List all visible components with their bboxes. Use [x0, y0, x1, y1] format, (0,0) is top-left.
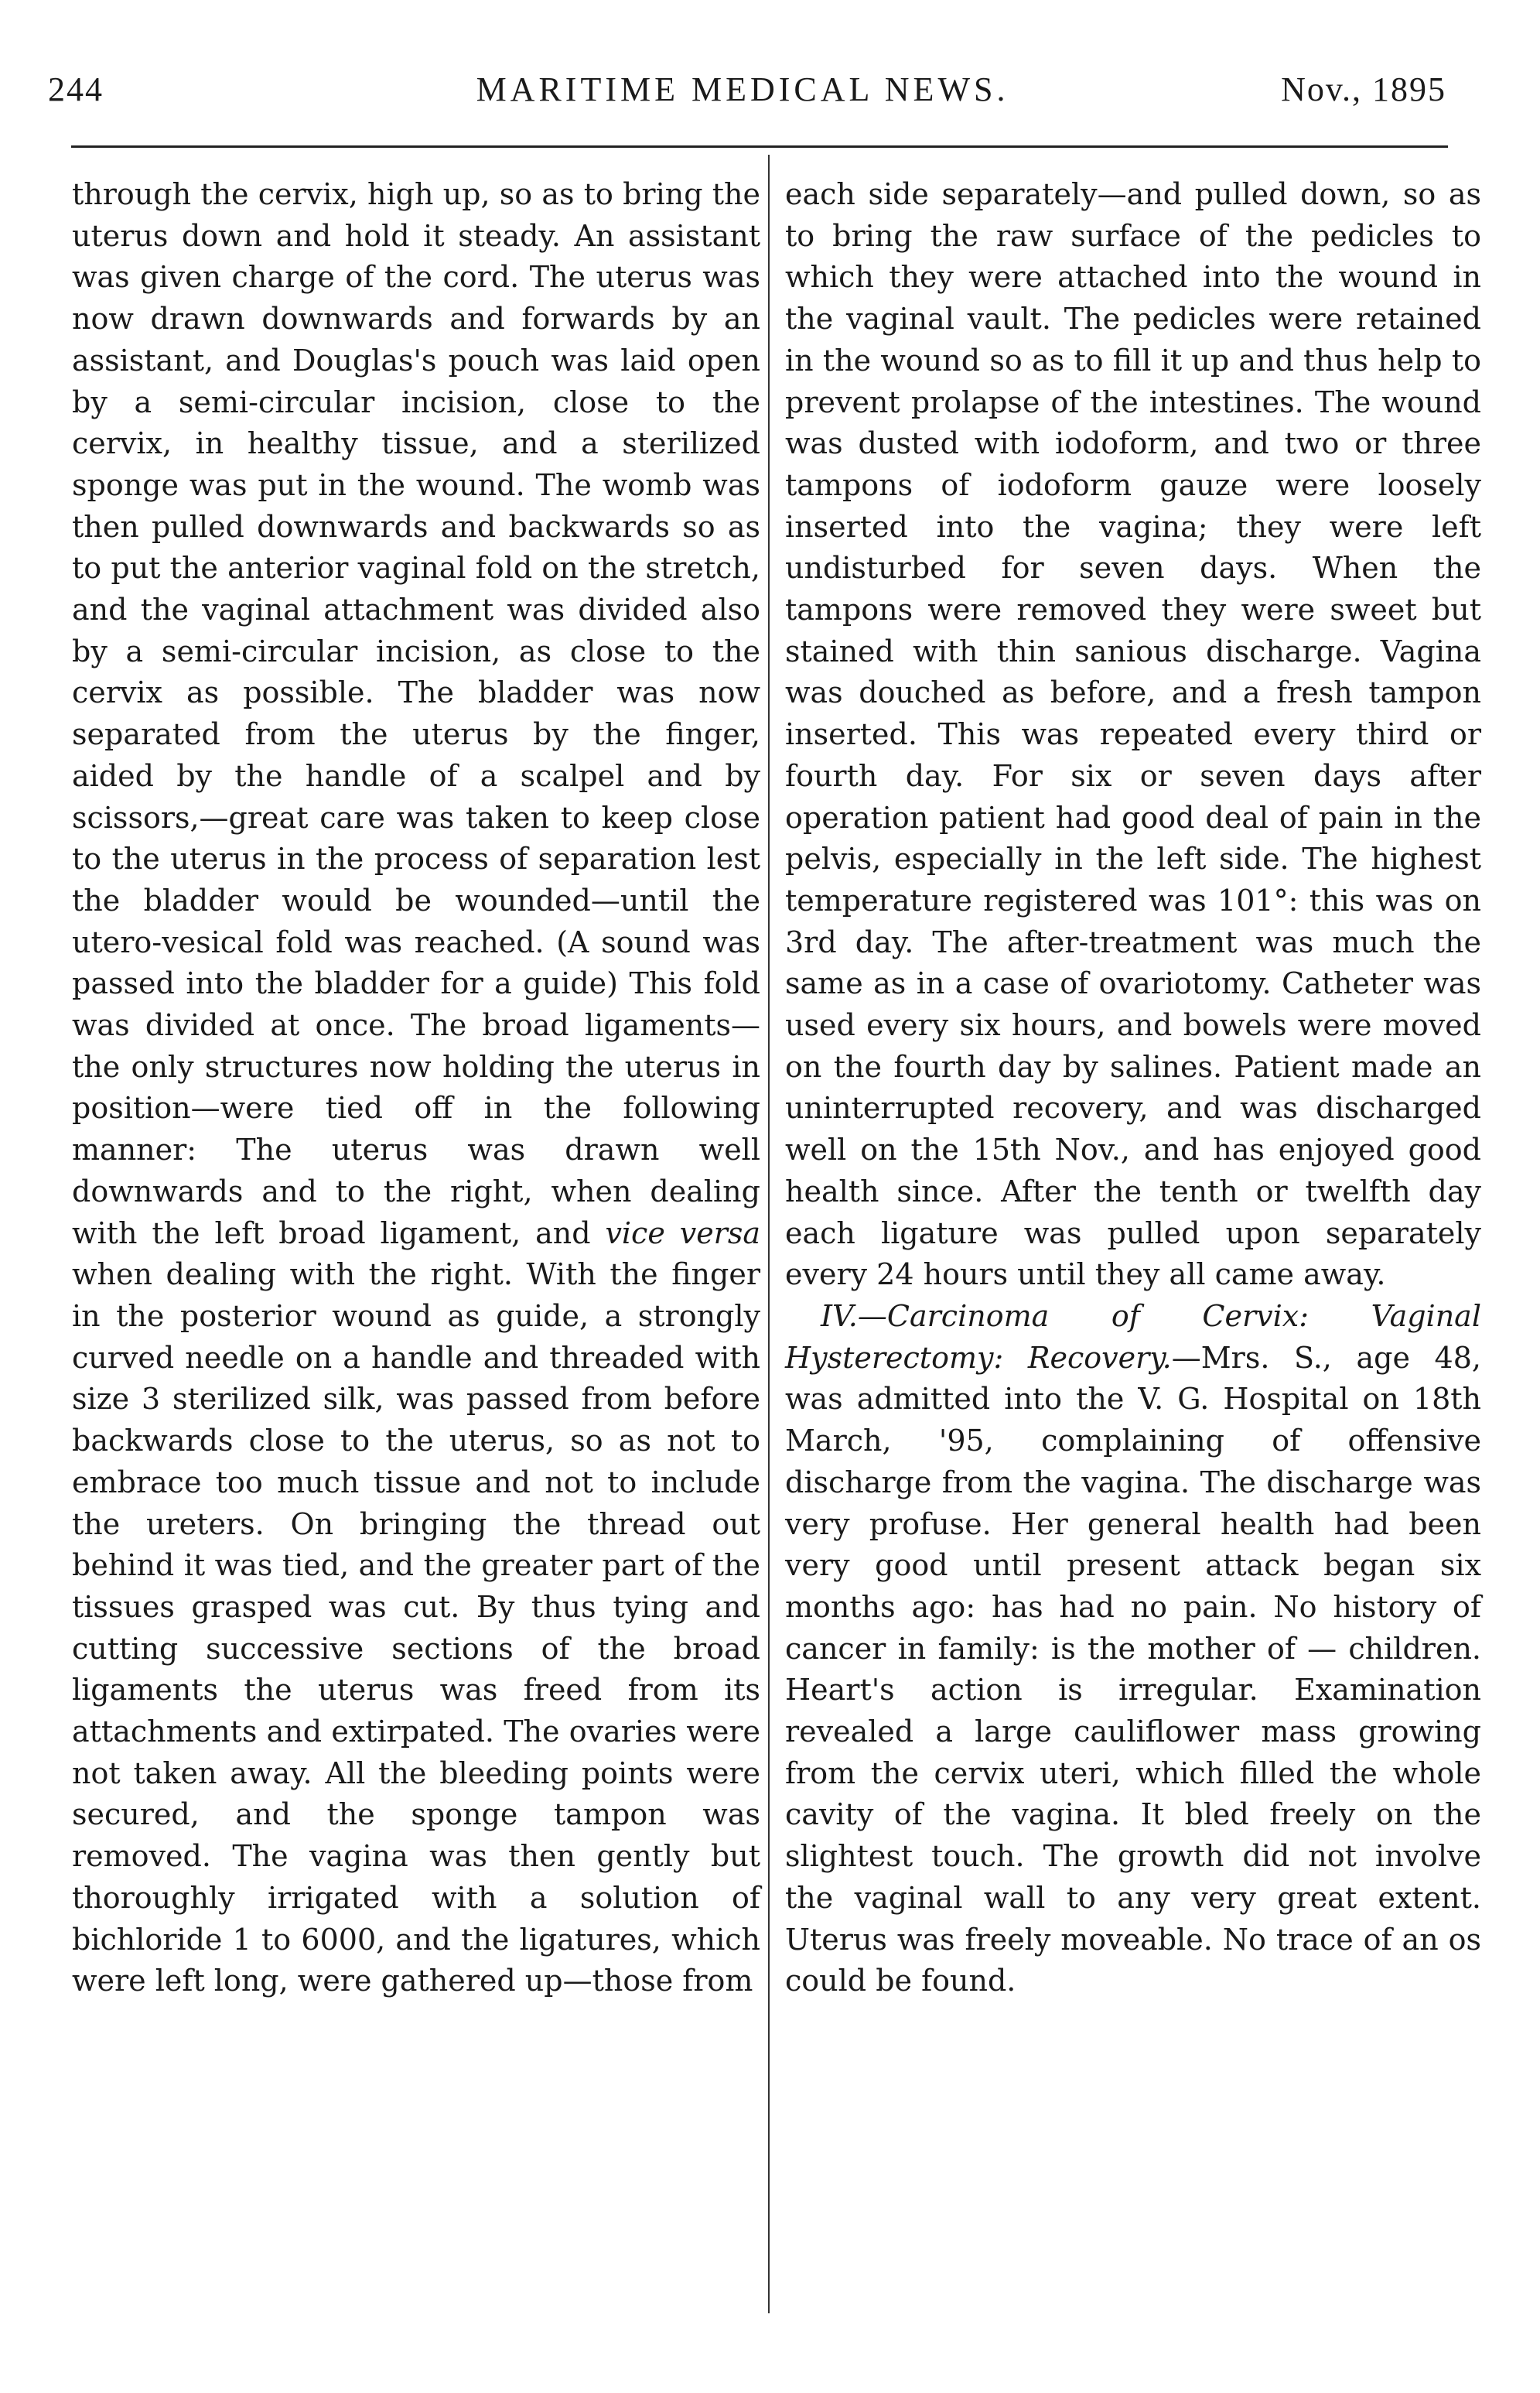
- issue-date: Nov., 1895: [1281, 70, 1446, 108]
- left-paragraph: [72, 174, 760, 2002]
- header-rule: [71, 145, 1448, 148]
- right-paragraph-1: each side separately—and pulled down, so as to bring the raw surface of the pedicles to which they were attached into the wound in the vaginal vault. The pedicles were retained in the wound so as to fill it up and thus help to prevent prolapse of the intestines. The wound was dusted with iodoform, and two or three tampons of iodoform gauze were loosely inserted into the vagina; they were left undisturbed for seven days. When the tampons were removed they were sweet but stained with thin sanious discharge. Vagina was douched as before, and a fresh tampon inserted. This was repeated every third or fourth day. For six or seven days after operation patient had good deal of pain in the pelvis, especially in the left side. The highest temperature registered was 101°: this was on 3rd day. The after-treatment was much the same as in a case of ovariotomy. Catheter was used every six hours, and bowels were moved on the fourth day by salines. Patient made an uninterrupted recovery, and was discharged well on the 15th Nov., and has enjoyed good health since. After the tenth or twelfth day each ligature was pulled upon separately every 24 hours until they all came away.: [785, 177, 1481, 1292]
- left-italic-vice-versa: vice versa: [605, 1215, 760, 1250]
- right-column: [785, 174, 1481, 2002]
- case-text: —Mrs. S., age 48, was admitted into the V. G. Hospital on 18th March, '95, complaining of offensive discharge from the vagina. The discharge was very profuse. Her general health had been very good until present attack began six months ago: has had no pain. No history of cancer in family: is the mother of — children. Heart's action is irregular. Examination revealed a large cauliflower mass growing from the cervix uteri, which filled the whole cavity of the vagina. It bled freely on the slightest touch. The growth did not involve the vaginal wall to any very great extent. Uterus was freely moveable. No trace of an os could be found.: [785, 1340, 1481, 1998]
- journal-title: MARITIME MEDICAL NEWS.: [476, 70, 1009, 108]
- column-divider: [768, 155, 770, 2313]
- page-number: 244: [48, 70, 104, 108]
- left-text-1: through the cervix, high up, so as to bring the uterus down and hold it steady. An assistant was given charge of the cord. The uterus was now drawn downwards and forwards by an assistant, and Douglas's pouch was laid open by a semi-circular incision, close to the cervix, in healthy tissue, and a sterilized sponge was put in the wound. The womb was then pulled downwards and backwards so as to put the anterior vaginal fold on the stretch, and the vaginal attachment was divided also by a semi-circular incision, as close to the cervix as possible. The bladder was now separated from the uterus by the finger, aided by the handle of a scalpel and by scissors,—great care was taken to keep close to the uterus in the process of separation lest the bladder would be wounded—until the utero-vesical fold was reached. (A sound was passed into the bladder for a guide) This fold was divided at once. The broad ligaments—the only structures now holding the uterus in position—were tied off in the following manner: The uterus was drawn well downwards and to the right, when dealing with the left broad ligament, and: [72, 177, 760, 1250]
- case-heading: IV.—Carcinoma of Cervix: Vaginal Hysterectomy: Recovery.: [785, 1298, 1481, 1375]
- left-column: [72, 174, 760, 2002]
- right-paragraph-2: [785, 1296, 1481, 2002]
- left-text-2: when dealing with the right. With the finger in the posterior wound as guide, a strongly curved needle on a handle and threaded with size 3 sterilized silk, was passed from before backwards close to the uterus, so as not to embrace too much tissue and not to include the ureters. On bringing the thread out behind it was tied, and the greater part of the tissues grasped was cut. By thus tying and cutting successive sections of the broad ligaments the uterus was freed from its attachments and extirpated. The ovaries were not taken away. All the bleeding points were secured, and the sponge tampon was removed. The vagina was then gently but thoroughly irrigated with a solution of bichloride 1 to 6000, and the ligatures, which were left long, were gathered up—those from: [72, 1257, 760, 1998]
- page-header: [39, 70, 1446, 124]
